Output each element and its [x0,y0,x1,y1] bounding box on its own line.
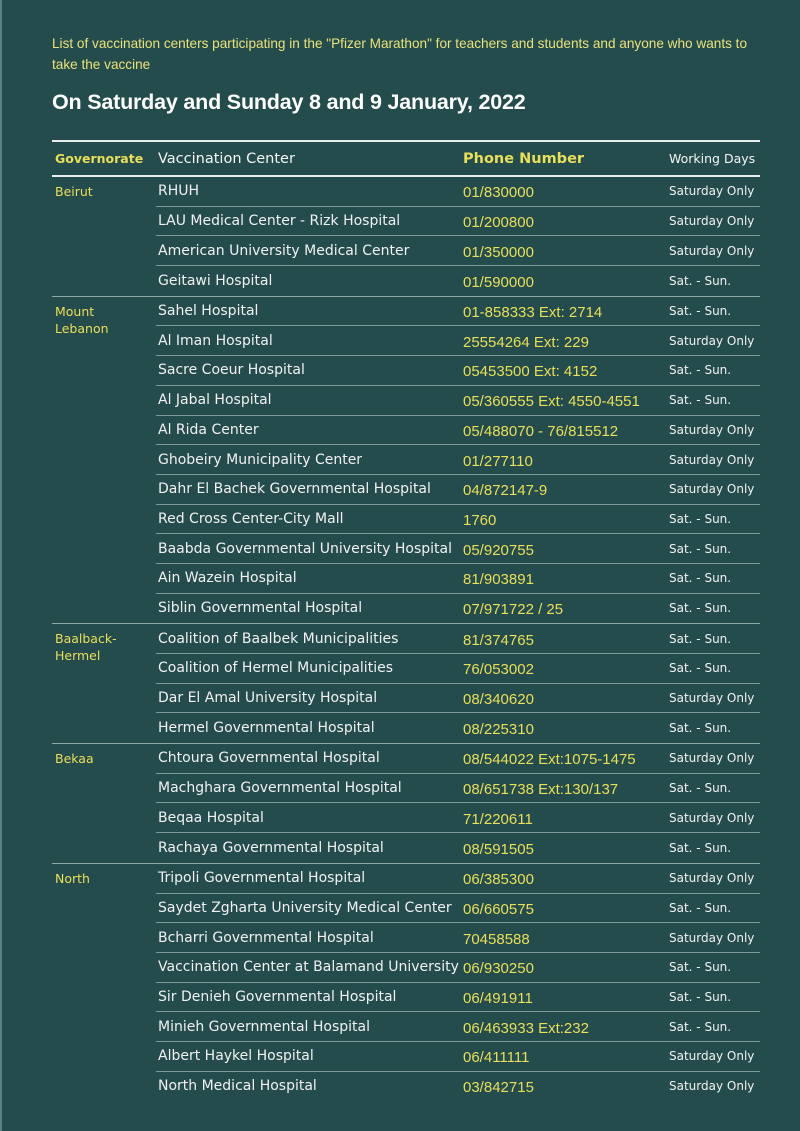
working-days: Sat. - Sun. [669,840,732,855]
working-days: Saturday Only [669,482,755,497]
working-days: Sat. - Sun. [669,304,732,319]
phone-number: 81/374765 [463,631,534,649]
phone-number: 01/350000 [463,243,534,261]
table-row [156,1012,760,1042]
phone-number: 01-858333 Ext: 2714 [463,304,603,322]
table-row [156,207,760,237]
phone-number: 08/225310 [463,721,534,739]
working-days: Sat. - Sun. [669,781,732,796]
working-days: Saturday Only [669,422,755,437]
page-title: On Saturday and Sunday 8 and 9 January, 2022 [52,90,526,114]
working-days: Saturday Only [669,871,755,886]
phone-number: 03/842715 [463,1079,534,1097]
table-row [156,297,760,327]
table-row [156,326,760,356]
phone-number: 08/591505 [463,840,534,858]
header-center: Vaccination Center [158,150,295,167]
working-days: Saturday Only [669,333,755,348]
table-row [156,236,760,266]
table-row [156,774,760,804]
center-name: Sahel Hospital [158,303,259,320]
working-days: Sat. - Sun. [669,721,732,736]
center-name: Siblin Governmental Hospital [158,600,363,617]
phone-number: 76/053002 [463,661,534,679]
phone-number: 06/463933 Ext:232 [463,1019,589,1037]
center-name: Dar El Amal University Hospital [158,690,378,707]
center-name: Bcharri Governmental Hospital [158,929,374,946]
working-days: Sat. - Sun. [669,541,732,556]
table-row [156,386,760,416]
phone-number: 06/491911 [463,989,533,1007]
governorate-name: Beirut [55,184,93,199]
phone-number: 71/220611 [463,810,533,828]
table-row [156,624,760,654]
table-row [156,864,760,894]
phone-number: 01/200800 [463,214,534,232]
working-days: Sat. - Sun. [669,511,732,526]
phone-number: 04/872147-9 [463,482,548,500]
table-row [156,445,760,475]
center-name: American University Medical Center [158,242,410,259]
intro-text: List of vaccination centers participating in the "Pfizer Marathon" for teachers and students and anyone who wants to take the vaccine [52,36,748,72]
working-days: Sat. - Sun. [669,661,732,676]
table-row [156,713,760,743]
table-row [156,177,760,207]
working-days: Sat. - Sun. [669,571,732,586]
center-name: Coalition of Hermel Municipalities [158,660,393,677]
phone-number: 25554264 Ext: 229 [463,333,589,351]
working-days: Saturday Only [669,810,755,825]
table-row [156,1042,760,1072]
working-days: Saturday Only [669,751,755,766]
center-name: North Medical Hospital [158,1078,317,1095]
table-row [156,983,760,1013]
phone-number: 06/411111 [463,1049,530,1067]
center-name: Beqaa Hospital [158,809,264,826]
phone-number: 06/660575 [463,900,534,918]
center-name: Machghara Governmental Hospital [158,780,402,797]
table-row [156,564,760,594]
working-days: Sat. - Sun. [669,960,732,975]
working-days: Saturday Only [669,691,755,706]
center-name: Geitawi Hospital [158,272,273,289]
working-days: Saturday Only [669,452,755,467]
header-governorate: Governorate [55,151,144,166]
phone-number: 81/903891 [463,571,534,589]
center-name: LAU Medical Center - Rizk Hospital [158,213,401,230]
phone-number: 05/920755 [463,541,534,559]
phone-number: 05453500 Ext: 4152 [463,363,598,381]
governorate-group [52,624,760,744]
governorate-name: Bekaa [55,751,94,767]
center-name: Ain Wazein Hospital [158,570,297,587]
phone-number: 1760 [463,511,497,529]
table-row [156,505,760,535]
phone-number: 06/385300 [463,871,534,889]
center-name: Chtoura Governmental Hospital [158,750,380,767]
working-days: Sat. - Sun. [669,631,732,646]
center-name: Minieh Governmental Hospital [158,1018,371,1035]
working-days: Sat. - Sun. [669,363,732,378]
table-row [156,894,760,924]
vaccination-centers-table [52,140,760,1101]
working-days: Sat. - Sun. [669,393,732,408]
header-days: Working Days [669,151,756,166]
table-row [156,803,760,833]
center-name: Sir Denieh Governmental Hospital [158,988,397,1005]
center-name: Ghobeiry Municipality Center [158,451,363,468]
phone-number: 05/360555 Ext: 4550-4551 [463,393,640,411]
phone-number: 70458588 [463,930,530,948]
working-days: Sat. - Sun. [669,900,732,915]
table-row [156,475,760,505]
table-row [156,684,760,714]
center-name: Red Cross Center-City Mall [158,510,344,527]
table-row [156,833,760,863]
governorate-name: Baalback- Hermel [55,631,117,664]
working-days: Sat. - Sun. [669,1019,732,1034]
center-name: Baabda Governmental University Hospital [158,540,452,557]
center-name: Al Iman Hospital [158,332,273,349]
header-phone: Phone Number [463,150,585,167]
center-name: Saydet Zgharta University Medical Center [158,899,452,916]
center-name: Vaccination Center at Balamand University [158,959,459,976]
governorate-group [52,744,760,864]
phone-number: 08/340620 [463,691,534,709]
phone-number: 01/590000 [463,273,534,291]
working-days: Saturday Only [669,930,755,945]
center-name: Tripoli Governmental Hospital [158,870,366,887]
center-name: Al Rida Center [158,421,259,438]
table-row [156,534,760,564]
working-days: Saturday Only [669,184,755,199]
working-days: Saturday Only [669,1079,755,1094]
working-days: Saturday Only [669,1049,755,1064]
table-body [52,177,760,1101]
table-row [156,744,760,774]
governorate-group [52,177,760,297]
center-name: Al Jabal Hospital [158,392,272,409]
phone-number: 08/651738 Ext:130/137 [463,781,619,799]
phone-number: 08/544022 Ext:1075-1475 [463,751,636,769]
governorate-group [52,297,760,625]
center-name: Coalition of Baalbek Municipalities [158,630,399,647]
table-row [156,416,760,446]
governorate-group [52,864,760,1102]
governorate-name: Mount Lebanon [55,303,109,336]
governorate-name: North [55,870,90,886]
working-days: Sat. - Sun. [669,989,732,1004]
table-row [156,356,760,386]
center-name: Dahr El Bachek Governmental Hospital [158,481,431,498]
phone-number: 07/971722 / 25 [463,601,564,619]
working-days: Saturday Only [669,243,755,258]
center-name: RHUH [158,183,200,200]
center-name: Rachaya Governmental Hospital [158,839,384,856]
working-days: Sat. - Sun. [669,601,732,616]
table-header [52,142,760,175]
table-row [156,654,760,684]
working-days: Sat. - Sun. [669,273,732,288]
table-row [156,923,760,953]
phone-number: 01/830000 [463,184,534,202]
center-name: Sacre Coeur Hospital [158,362,305,379]
table-row [156,594,760,624]
center-name: Hermel Governmental Hospital [158,720,375,737]
phone-number: 01/277110 [463,452,533,470]
table-row [156,266,760,296]
table-row [156,953,760,983]
working-days: Saturday Only [669,214,755,229]
center-name: Albert Haykel Hospital [158,1048,314,1065]
table-row [156,1072,760,1102]
phone-number: 06/930250 [463,960,534,978]
phone-number: 05/488070 - 76/815512 [463,422,619,440]
